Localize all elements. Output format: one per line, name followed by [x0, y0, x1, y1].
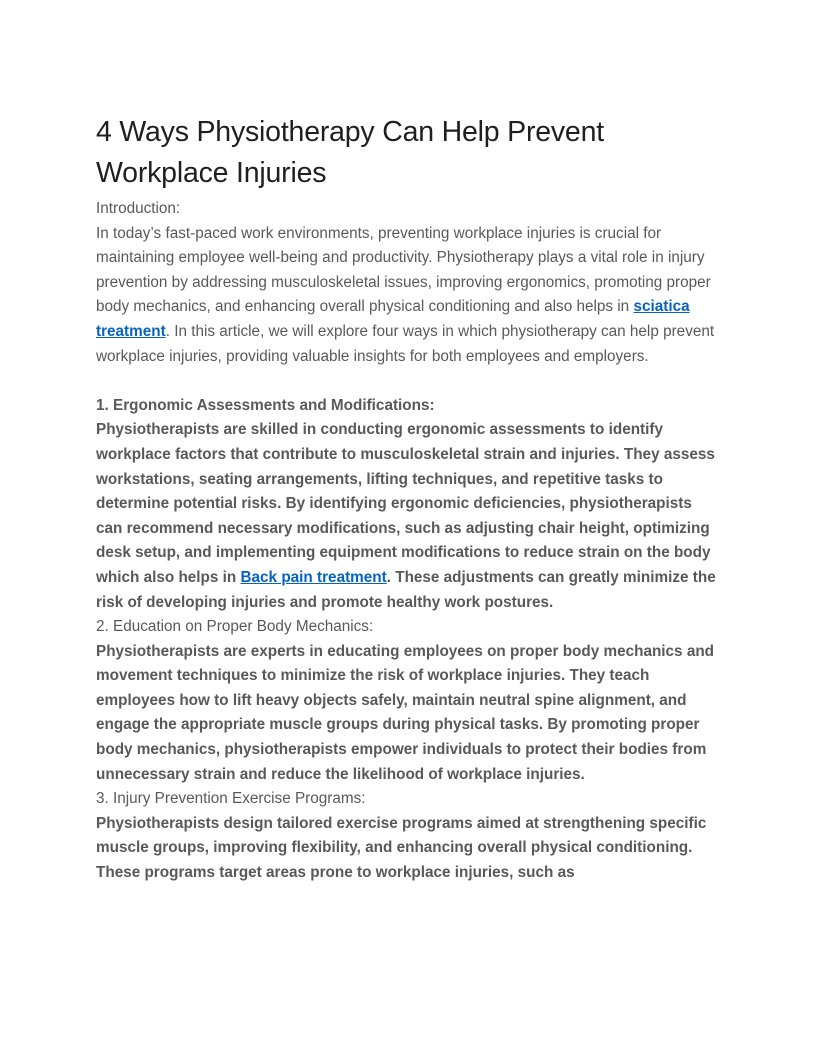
- section-1-text-after-link: . These adjustments can greatly minimize the risk of developing injuries and promote healthy work postures.: [96, 568, 716, 611]
- section-2-heading: 2. Education on Proper Body Mechanics:: [96, 618, 374, 636]
- section-2-body: Physiotherapists are experts in educating employees on proper body mechanics and movement techniques to minimize the risk of workplace injuries. They teach employees how to lift heavy objects safely, maintain neutral spine alignment, and engage the appropriate muscle groups during physical tasks. By promoting proper body mechanics, physiotherapists empower individuals to protect their bodies from unnecessary strain and reduce the likelihood of workplace injuries.: [96, 642, 715, 783]
- intro-text-after-link: . In this article, we will explore four ways in which physiotherapy can help prevent workplace injuries, providing valuable insights for both employees and employers.: [96, 322, 715, 365]
- sciatica-treatment-link[interactable]: sciatica treatment: [96, 298, 690, 340]
- section-1-body: [96, 418, 720, 615]
- section-1-heading: 1. Ergonomic Assessments and Modifications:: [96, 396, 435, 414]
- back-pain-treatment-link[interactable]: Back pain treatment: [240, 568, 387, 586]
- document-title: 4 Ways Physiotherapy Can Help Prevent Workplace Injuries: [96, 116, 604, 189]
- section-3-body: Physiotherapists design tailored exercise programs aimed at strengthening specific muscle groups, improving flexibility, and enhancing overall physical conditioning. These programs target areas prone to workplace injuries, such as: [96, 814, 707, 882]
- document-content: [96, 112, 720, 886]
- intro-text-before-link: In today’s fast-paced work environments, preventing workplace injuries is crucial for maintaining employee well-being and productivity. Physiotherapy plays a vital role in injury prevention by addressing musculoskeletal issues, improving ergonomics, promoting proper body mechanics, and enhancing overall physical conditioning and also helps in: [96, 224, 711, 316]
- intro-paragraph: [96, 222, 720, 370]
- intro-label: Introduction:: [96, 200, 181, 217]
- section-1-text-before-link: Physiotherapists are skilled in conducting ergonomic assessments to identify workplace factors that contribute to musculoskeletal strain and injuries. They assess workstations, seating arrangements, lifting techniques, and repetitive tasks to determine potential risks. By identifying ergonomic deficiencies, physiotherapists can recommend necessary modifications, such as adjusting chair height, optimizing desk setup, and implementing equipment modifications to reduce strain on the body which also helps in: [96, 421, 715, 586]
- section-3-heading: 3. Injury Prevention Exercise Programs:: [96, 790, 366, 808]
- paragraph-spacer: [96, 369, 720, 394]
